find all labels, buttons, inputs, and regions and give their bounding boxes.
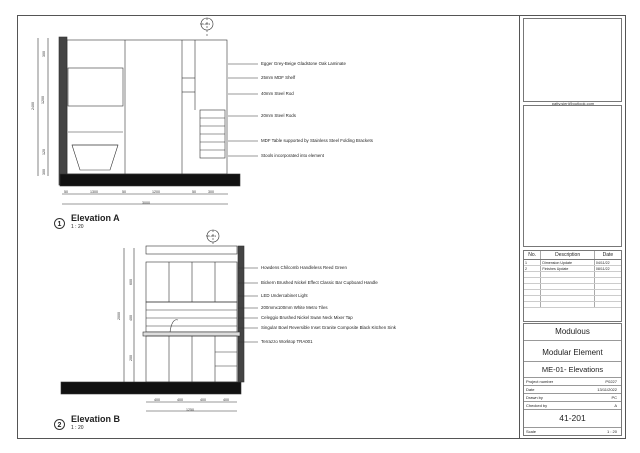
- dim-label: 200: [129, 355, 133, 361]
- elev-b-note: Howdens Chilcomb Handleless Reed Green: [261, 265, 347, 270]
- elev-b-wall-units: [146, 262, 237, 302]
- dim-label: 1200: [152, 190, 160, 194]
- title-block: [523, 323, 622, 436]
- elev-a-note: Egger Grey-Beige Gladstone Oak Laminate: [261, 61, 346, 66]
- dim-total: 3000: [142, 201, 150, 205]
- elev-a-floor-slab: [60, 174, 240, 186]
- contact-email: patty.sieri@outlook.com: [551, 101, 595, 106]
- logo-box: [523, 18, 622, 102]
- rev-header-no: No.: [524, 251, 541, 260]
- rev-header-description: Description: [541, 251, 594, 260]
- dim-label: 400: [200, 398, 206, 402]
- dim-label: 50: [192, 190, 196, 194]
- elev-b-floor-slab: [61, 382, 241, 394]
- dim-total: 2000: [117, 312, 121, 320]
- dim-label: 400: [129, 315, 133, 321]
- dim-total: 2400: [31, 102, 35, 110]
- elev-b-base-units: [146, 336, 237, 382]
- section-marker-label: SK-001: [206, 234, 217, 238]
- dim-label: 300: [42, 169, 46, 175]
- notes-box: [523, 105, 622, 247]
- elev-b-note: LED Undercabinet Light: [261, 293, 308, 298]
- view-title: Elevation B: [71, 414, 121, 424]
- scale-row: Scale 1 : 20: [526, 429, 617, 434]
- revision-table: [523, 250, 622, 322]
- dim-label: 300: [208, 190, 214, 194]
- sheet-name: ME-01- Elevations: [541, 365, 604, 374]
- section-marker-label: SK-001: [200, 22, 211, 26]
- drawn-by-row: Drawn by PC: [526, 395, 617, 400]
- dim-total: 1250: [186, 408, 194, 412]
- elev-b-note: 200mmx100mm White Metro Tiles: [261, 305, 328, 310]
- elev-a-note: 40mm Steel Rod: [261, 91, 294, 96]
- elev-a-note: 20mm Steel Rods: [261, 113, 296, 118]
- elev-a-recess: [68, 68, 123, 106]
- drawn-by-value: PC: [611, 395, 617, 400]
- dim-label: 300: [42, 51, 46, 57]
- checked-by-value: A: [614, 403, 617, 408]
- project-number: P0227: [605, 379, 617, 384]
- scale-value: 1 : 20: [606, 429, 617, 434]
- view-number: 2: [54, 419, 65, 430]
- elev-b-worktop: [143, 332, 240, 336]
- elev-b-note: Terrazzo Worktop TRA001: [261, 339, 313, 344]
- elev-a-note: 25mm MDF Shelf: [261, 75, 296, 80]
- dim-label: 120: [42, 149, 46, 155]
- elev-b-note: Singular Bowl Reversible Inset Granite Composite Black Kitchen Sink: [261, 325, 396, 330]
- dim-label: 600: [129, 279, 133, 285]
- dim-label: 1200: [41, 96, 45, 104]
- elev-b-note: Celeggio Brushed Nickel Swan Neck Mixer Tap: [261, 315, 353, 320]
- date-row: Date 13/11/2022: [526, 387, 617, 392]
- rev-header-date: Date: [594, 251, 621, 260]
- elev-b-top-band: [146, 246, 237, 254]
- table-row: 1 Dimension Update 04/11/22: [524, 260, 621, 266]
- sheet-number: 41-201: [559, 413, 586, 423]
- elev-b-note: Bickern Brushed Nickel Effect Classic Bar Cupboard Handle: [261, 280, 378, 285]
- view-number: 1: [54, 218, 65, 229]
- project-name: Modular Element: [542, 348, 603, 357]
- view-scale: 1 : 20: [71, 425, 84, 431]
- elev-b-tiles: [146, 302, 237, 332]
- company-name: Modulous: [555, 327, 590, 336]
- dim-label: 400: [177, 398, 183, 402]
- dim-label: 400: [154, 398, 160, 402]
- dim-label: 50: [122, 190, 126, 194]
- view-title: Elevation A: [71, 213, 120, 223]
- elev-a-note: MDF Table supported by Stainless Steel Folding Brackets: [261, 138, 373, 143]
- dim-label: 50: [64, 190, 68, 194]
- elev-a-note: Stools incorporated into element: [261, 153, 324, 158]
- elev-a-unit-outline: [67, 40, 227, 174]
- date-value: 13/11/2022: [597, 387, 617, 392]
- view-scale: 1 : 20: [71, 224, 84, 230]
- project-number-row: Project number P0227: [526, 379, 617, 384]
- elev-a-stool: [72, 145, 118, 170]
- dim-label: 1300: [90, 190, 98, 194]
- elev-a-left-wall: [59, 37, 67, 185]
- table-row: 2 Finishes Update 08/11/22: [524, 266, 621, 272]
- title-panel: [519, 15, 626, 439]
- checked-by-row: Checked by A: [526, 403, 617, 408]
- elev-b-right-wall: [238, 246, 244, 382]
- dim-label: 400: [223, 398, 229, 402]
